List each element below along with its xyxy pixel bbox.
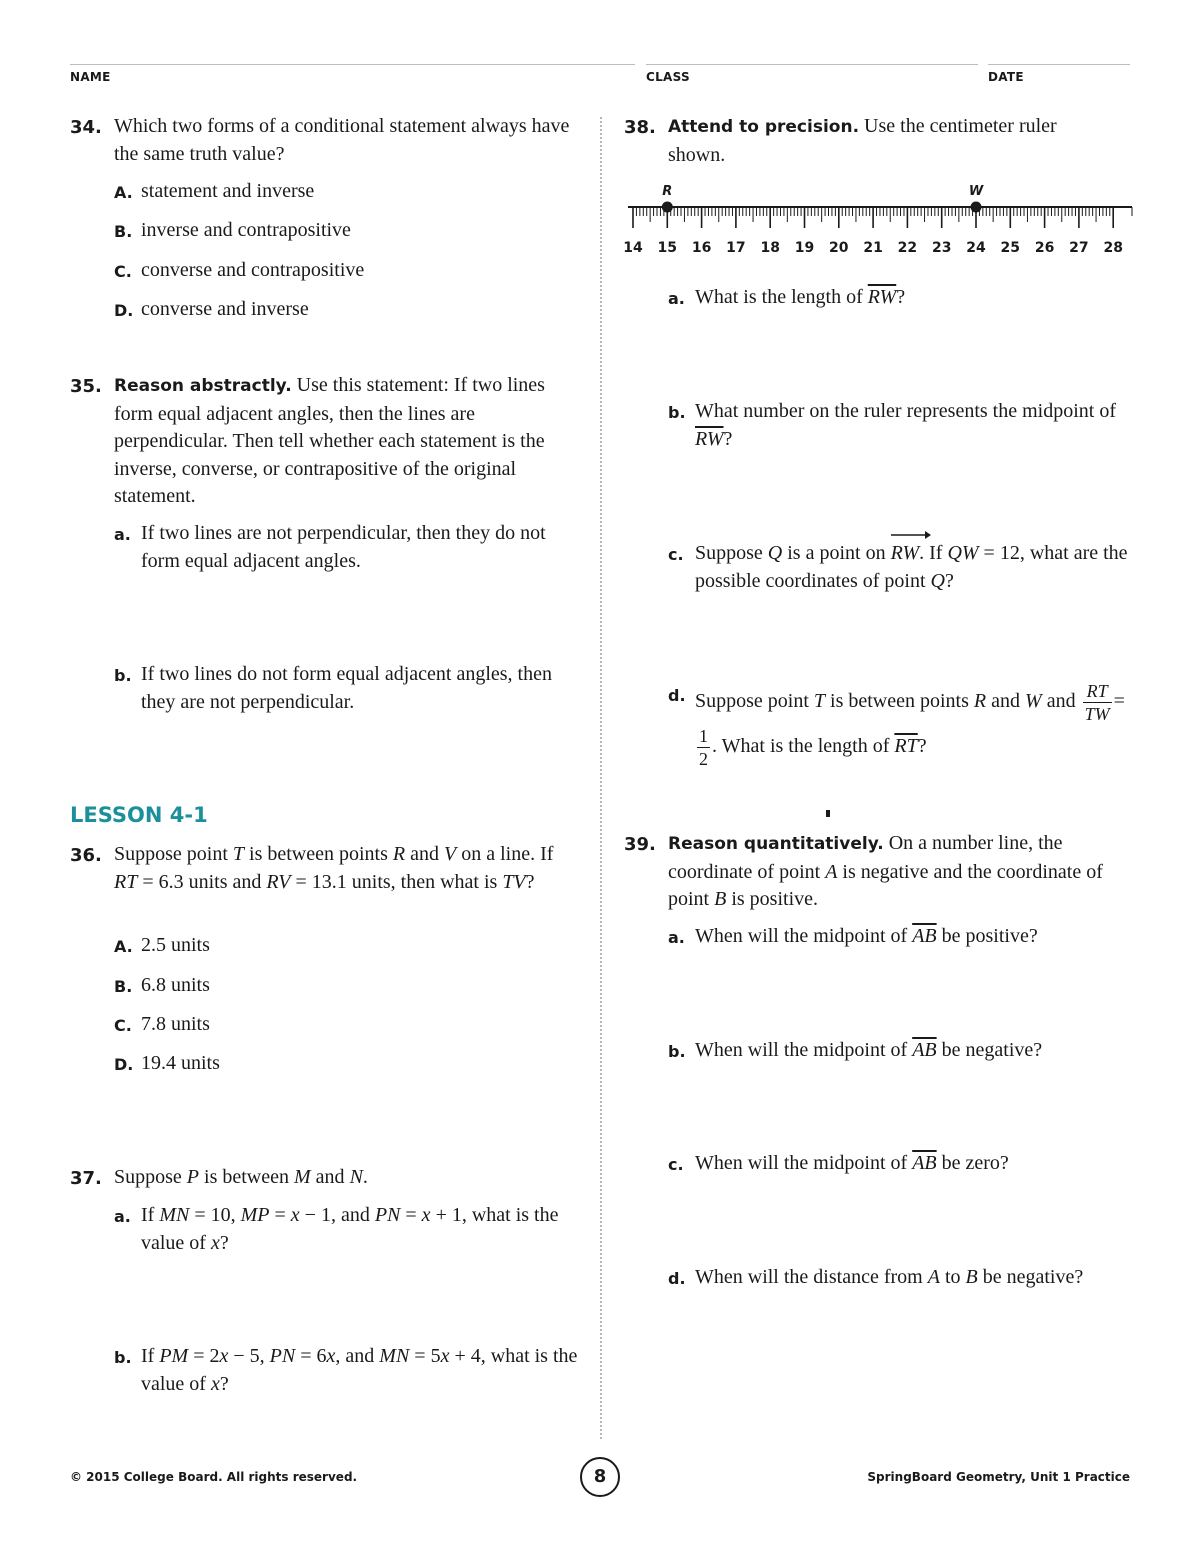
question-34-number: 34. [70, 117, 102, 138]
q36-choice-d: 19.4 units [141, 1052, 220, 1074]
q39d-label: d. [668, 1269, 686, 1288]
q34-choice-c: converse and contrapositive [141, 259, 365, 281]
q36-choice-b-letter: B. [114, 977, 133, 996]
date-label: DATE [988, 70, 1024, 84]
copyright: © 2015 College Board. All rights reserved. [70, 1470, 358, 1484]
ruler-label: 23 [931, 240, 952, 256]
q38c-label: c. [668, 545, 684, 564]
q39c-text: When will the midpoint of $\overline{AB}$ be zero? [695, 1152, 1009, 1174]
ruler-label: 24 [966, 240, 986, 256]
q38b-text: What number on the ruler represents the midpoint of $\overline{RW}$? [695, 400, 1116, 450]
q38b-label: b. [668, 403, 686, 422]
q38c-text: Suppose Q is a point on RW . If QW = 12, what are the possible coordinates of point Q? [695, 539, 1135, 595]
q36-choice-a: 2.5 units [141, 934, 210, 956]
ruler-label: 16 [691, 240, 712, 256]
point-label-w: W [968, 184, 984, 199]
question-35-text [114, 372, 584, 511]
q38-lead: Attend to precision. [668, 117, 860, 137]
ruler-label: 26 [1034, 240, 1055, 256]
ruler-label: 21 [863, 240, 883, 256]
q34-choice-b-letter: B. [114, 222, 133, 241]
date-line [988, 64, 1130, 65]
question-35-number: 35. [70, 376, 102, 397]
question-39-text: Reason quantitatively. On a number line, the coordinate of point A is negative and the coordinate of point B is positive. [668, 832, 1103, 910]
q34-choice-d: converse and inverse [141, 298, 309, 320]
question-39-number: 39. [624, 834, 656, 855]
ruler-label: 18 [760, 240, 780, 256]
q39b-text: When will the midpoint of $\overline{AB}$ be negative? [695, 1039, 1043, 1061]
book-title: SpringBoard Geometry, Unit 1 Practice [867, 1470, 1130, 1484]
question-37-number: 37. [70, 1168, 102, 1189]
q34-choice-c-letter: C. [114, 262, 132, 281]
q35a-label: a. [114, 525, 131, 544]
q34-choice-a-letter: A. [114, 183, 133, 202]
lesson-heading: LESSON 4-1 [70, 803, 208, 827]
q37a-label: a. [114, 1207, 131, 1226]
q35b-label: b. [114, 666, 132, 685]
question-37-text: Suppose P is between M and N. [114, 1166, 368, 1188]
question-36-number: 36. [70, 845, 102, 866]
q35a-text: If two lines are not perpendicular, then they do not form equal adjacent angles. [141, 522, 546, 572]
q37b-text: If PM = 2x − 5, PN = 6x, and MN = 5x + 4, what is the value of x? [141, 1345, 578, 1395]
q36-choice-a-letter: A. [114, 937, 133, 956]
question-36-text: Suppose point T is between points R and V on a line. If RT = 6.3 units and RV = 13.1 units, then what is TV? [114, 843, 554, 893]
q39-lead: Reason quantitatively. [668, 834, 884, 854]
centimeter-ruler [620, 178, 1140, 260]
q38a-label: a. [668, 289, 685, 308]
page-number: 8 [580, 1457, 620, 1497]
ruler-label: 19 [794, 240, 815, 256]
q38a-text: What is the length of $\overline{RW}$? [695, 286, 906, 308]
ruler-label: 14 [623, 240, 643, 256]
column-divider [600, 117, 602, 1439]
q36-choice-c-letter: C. [114, 1016, 132, 1035]
ruler-label: 17 [726, 240, 746, 256]
ruler-label: 27 [1069, 240, 1089, 256]
question-38-text [668, 113, 1098, 169]
ruler-label: 15 [657, 240, 678, 256]
one-half-fraction: $\frac{1}{2}$ [699, 726, 708, 769]
point-r [662, 202, 673, 213]
name-label: NAME [70, 70, 111, 84]
q39a-label: a. [668, 928, 685, 947]
q35-body: Use this statement: If two lines form equal adjacent angles, then the lines are perpendicular. Then tell whether each statement is the inverse, converse, or contrapositive of the original statement. [114, 374, 545, 507]
q36-choice-c: 7.8 units [141, 1013, 210, 1035]
q35-lead: Reason abstractly. [114, 376, 292, 396]
q39c-label: c. [668, 1155, 684, 1174]
ruler-label: 28 [1103, 240, 1123, 256]
point-w [971, 202, 982, 213]
ruler-label: 25 [1000, 240, 1021, 256]
bullet-mark [826, 810, 830, 817]
q39a-text: When will the midpoint of $\overline{AB}$ be positive? [695, 925, 1038, 947]
ray-arrow-icon [891, 531, 931, 539]
q39b-label: b. [668, 1042, 686, 1061]
question-34-text: Which two forms of a conditional statement always have the same truth value? [114, 115, 570, 165]
q34-choice-d-letter: D. [114, 301, 134, 320]
rt-tw-fraction: $\frac{RT}{TW}$ [1084, 681, 1110, 724]
q34-choice-a: statement and inverse [141, 180, 315, 202]
q36-choice-d-letter: D. [114, 1055, 134, 1074]
point-label-r: R [662, 184, 673, 199]
q37a-text: If MN = 10, MP = x − 1, and PN = x + 1, what is the value of x? [141, 1204, 559, 1254]
class-label: CLASS [646, 70, 690, 84]
name-line [70, 64, 635, 65]
q36-choice-b: 6.8 units [141, 974, 210, 996]
q38d-label: d. [668, 686, 686, 705]
q38d-text: Suppose point T is between points R and W and $\frac{RT}{TW}$ = $\frac{1}{2}$ . What is the length of $\overline{RT}$? [695, 681, 1125, 769]
ruler-label: 22 [897, 240, 918, 256]
q37b-label: b. [114, 1348, 132, 1367]
q34-choice-b: inverse and contrapositive [141, 219, 351, 241]
class-line [646, 64, 978, 65]
q39d-text: When will the distance from A to B be negative? [695, 1266, 1084, 1288]
question-38-number: 38. [624, 117, 656, 138]
q35b-text: If two lines do not form equal adjacent angles, then they are not perpendicular. [141, 663, 552, 713]
ruler-label: 20 [829, 240, 849, 256]
q38-body: Use the centimeter ruler shown. [668, 115, 1057, 166]
